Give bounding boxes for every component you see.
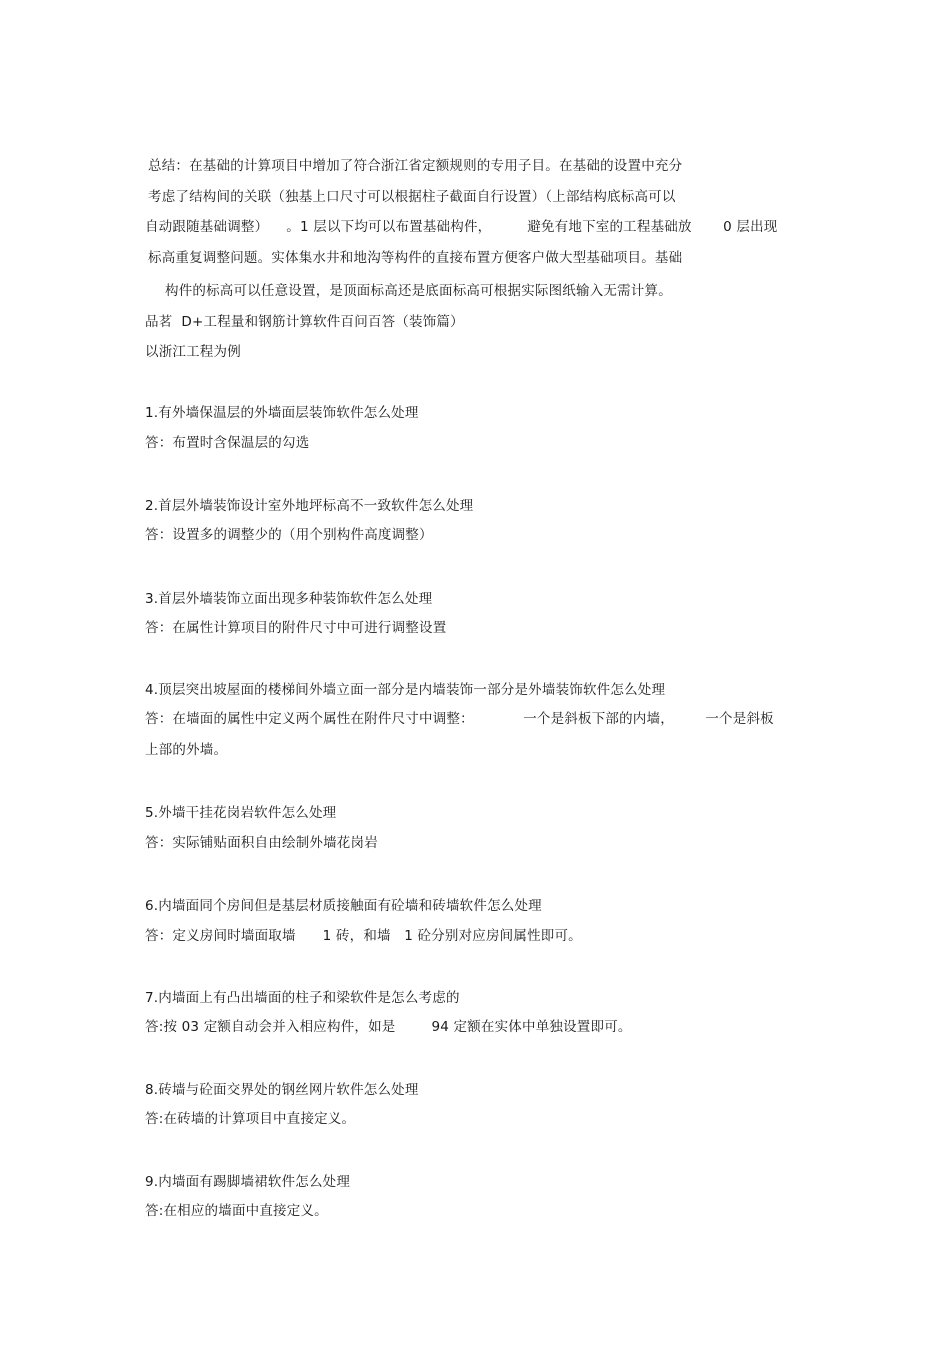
answer-6: 答：定义房间时墙面取墙 1 砖，和墙 1 砼分别对应房间属性即可。: [145, 928, 582, 944]
answer-3: 答：在属性计算项目的附件尺寸中可进行调整设置: [145, 620, 447, 636]
answer-4-continued: 上部的外墙。: [145, 742, 228, 758]
answer-1: 答：布置时含保温层的勾选: [145, 435, 310, 451]
question-7: 7.内墙面上有凸出墙面的柱子和梁软件是怎么考虑的: [145, 990, 460, 1006]
answer-7: 答:按 03 定额自动会并入相应构件，如是 94 定额在实体中单独设置即可。: [145, 1019, 632, 1035]
answer-4: 答：在墙面的属性中定义两个属性在附件尺寸中调整： 一个是斜板下部的内墙， 一个是斜板: [145, 711, 774, 727]
summary-line-3: 自动跟随基础调整） 。1 层以下均可以布置基础构件， 避免有地下室的工程基础放 0 层出现: [145, 219, 778, 235]
question-4: 4.顶层突出坡屋面的楼梯间外墙立面一部分是内墙装饰一部分是外墙装饰软件怎么处理: [145, 682, 666, 698]
question-2: 2.首层外墙装饰设计室外地坪标高不一致软件怎么处理: [145, 498, 474, 514]
question-1: 1.有外墙保温层的外墙面层装饰软件怎么处理: [145, 405, 419, 421]
question-9: 9.内墙面有踢脚墙裙软件怎么处理: [145, 1174, 351, 1190]
question-3: 3.首层外墙装饰立面出现多种装饰软件怎么处理: [145, 591, 433, 607]
question-8: 8.砖墙与砼面交界处的钢丝网片软件怎么处理: [145, 1082, 419, 1098]
summary-line-1: 总结：在基础的计算项目中增加了符合浙江省定额规则的专用子目。在基础的设置中充分: [148, 158, 683, 174]
answer-2: 答：设置多的调整少的（用个别构件高度调整）: [145, 527, 433, 543]
document-title: 品茗 D+工程量和钢筋计算软件百问百答（装饰篇）: [145, 314, 464, 330]
summary-line-5: 构件的标高可以任意设置，是顶面标高还是底面标高可根据实际图纸输入无需计算。: [165, 283, 672, 299]
answer-8: 答:在砖墙的计算项目中直接定义。: [145, 1111, 356, 1127]
document-subtitle: 以浙江工程为例: [145, 344, 241, 360]
question-5: 5.外墙干挂花岗岩软件怎么处理: [145, 805, 337, 821]
summary-line-4: 标高重复调整问题。实体集水井和地沟等构件的直接布置方便客户做大型基础项目。基础: [148, 250, 683, 266]
question-6: 6.内墙面同个房间但是基层材质接触面有砼墙和砖墙软件怎么处理: [145, 898, 542, 914]
summary-line-2: 考虑了结构间的关联（独基上口尺寸可以根据柱子截面自行设置）（上部结构底标高可以: [148, 189, 676, 205]
answer-9: 答:在相应的墙面中直接定义。: [145, 1203, 328, 1219]
answer-5: 答：实际铺贴面积自由绘制外墙花岗岩: [145, 835, 378, 851]
